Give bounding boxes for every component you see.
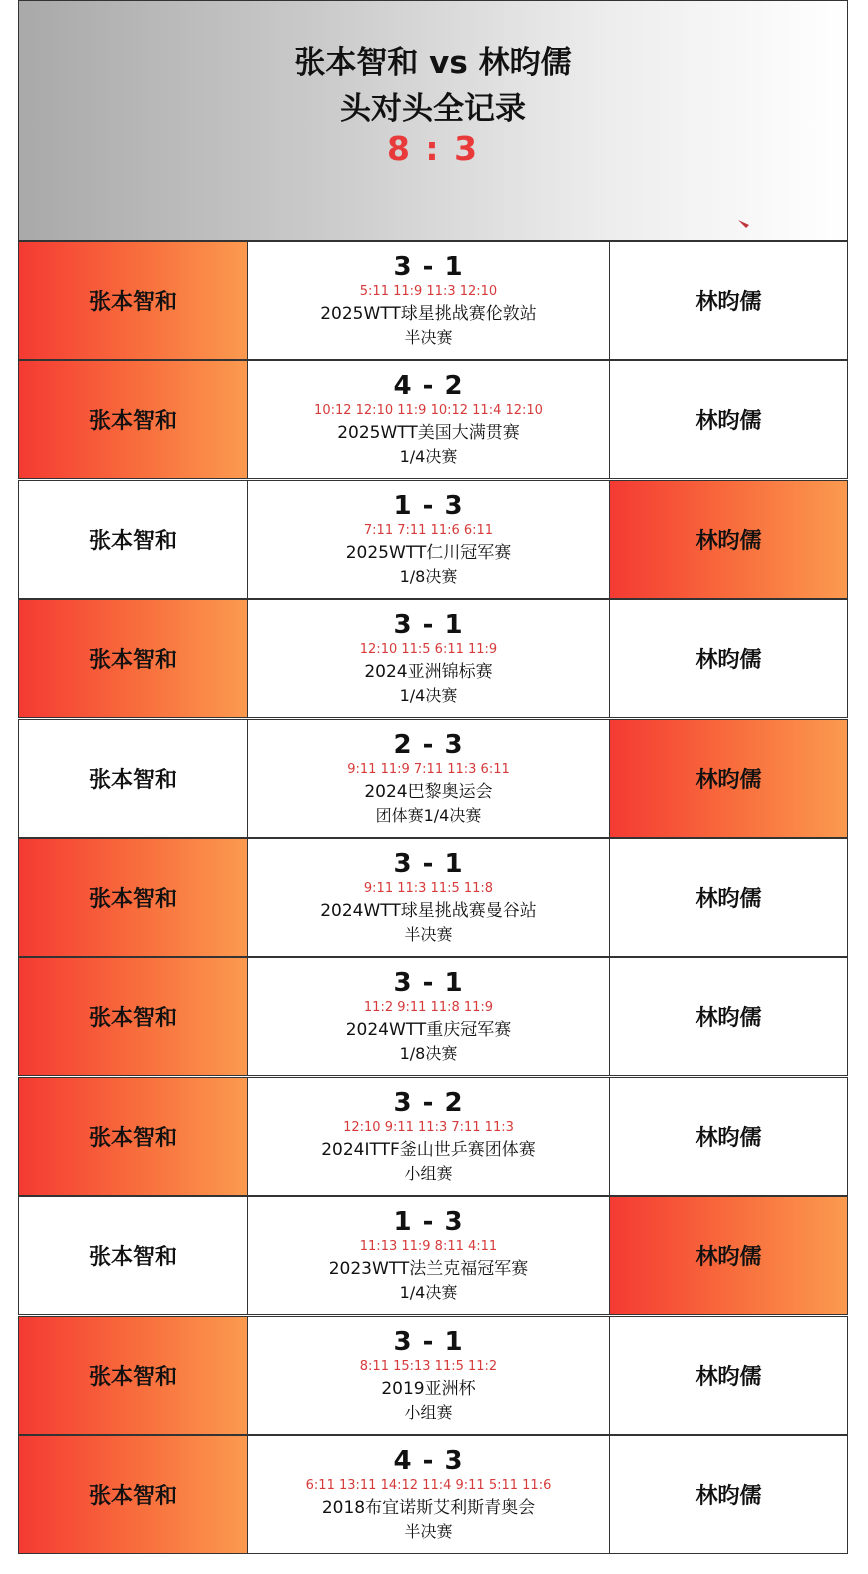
game-scores: 5:11 11:9 11:3 12:10 xyxy=(359,284,498,299)
right-player-cell xyxy=(610,600,847,717)
match-result: 3 - 1 xyxy=(393,1326,464,1357)
right-player-name: 林昀儒 xyxy=(695,409,762,435)
right-player-cell xyxy=(610,720,847,837)
match-row xyxy=(18,241,848,360)
left-player-cell xyxy=(19,958,248,1075)
match-result: 1 - 3 xyxy=(393,1207,464,1238)
match-stage: 1/8决赛 xyxy=(399,1044,458,1064)
match-detail-cell xyxy=(248,361,610,478)
match-stage: 半决赛 xyxy=(404,925,453,944)
left-player-cell xyxy=(19,600,248,717)
game-scores: 10:12 12:10 11:9 10:12 11:4 12:10 xyxy=(314,403,543,419)
right-player-cell xyxy=(610,242,847,359)
right-player-cell xyxy=(610,958,847,1075)
match-row xyxy=(18,599,848,718)
match-detail-cell xyxy=(248,1078,610,1195)
left-player-cell xyxy=(19,1436,248,1553)
match-stage: 1/4决赛 xyxy=(399,447,458,467)
right-player-name: 林昀儒 xyxy=(695,528,762,554)
match-result: 3 - 2 xyxy=(393,1087,464,1118)
right-player-cell xyxy=(610,839,847,956)
game-scores: 9:11 11:9 7:11 11:3 6:11 xyxy=(347,761,510,777)
game-scores: 8:11 15:13 11:5 11:2 xyxy=(359,1358,498,1374)
match-stage: 半决赛 xyxy=(404,328,453,347)
match-row xyxy=(18,1196,848,1315)
left-player-name: 张本智和 xyxy=(88,1364,177,1390)
left-player-name: 张本智和 xyxy=(88,1006,177,1032)
game-scores: 11:13 11:9 8:11 4:11 xyxy=(359,1239,498,1255)
left-player-name: 张本智和 xyxy=(88,290,177,315)
match-result: 3 - 1 xyxy=(393,849,464,879)
match-detail-cell xyxy=(248,720,610,837)
match-stage: 小组赛 xyxy=(404,1163,453,1183)
right-player-name: 林昀儒 xyxy=(695,1245,762,1271)
match-stage: 1/4决赛 xyxy=(399,686,458,706)
match-detail-cell xyxy=(248,1436,610,1553)
left-player-cell xyxy=(19,839,248,956)
event-name: 2024WTT重庆冠军赛 xyxy=(345,1020,512,1041)
match-row xyxy=(18,480,848,599)
right-player-cell xyxy=(610,1197,847,1314)
left-player-name: 张本智和 xyxy=(88,767,177,793)
right-player-name: 林昀儒 xyxy=(695,1364,762,1390)
match-row xyxy=(18,360,848,479)
header-panel xyxy=(18,0,848,241)
page-subtitle: 头对头全记录 xyxy=(340,91,526,127)
match-result: 1 - 3 xyxy=(393,490,464,521)
match-detail-cell xyxy=(248,481,610,598)
event-name: 2024WTT球星挑战赛曼谷站 xyxy=(320,901,537,921)
left-player-cell xyxy=(19,1078,248,1195)
match-row xyxy=(18,957,848,1076)
match-row xyxy=(18,1077,848,1196)
right-player-cell xyxy=(610,1317,847,1434)
left-player-cell xyxy=(19,242,248,359)
match-result: 4 - 3 xyxy=(393,1446,464,1476)
game-scores: 7:11 7:11 11:6 6:11 xyxy=(363,522,494,538)
match-stage: 团体赛1/4决赛 xyxy=(375,805,482,825)
page-title: 张本智和 vs 林昀儒 xyxy=(294,45,572,81)
left-player-name: 张本智和 xyxy=(88,648,177,674)
right-player-name: 林昀儒 xyxy=(695,887,762,912)
event-name: 2018布宜诺斯艾利斯青奥会 xyxy=(321,1498,536,1518)
right-player-cell xyxy=(610,1078,847,1195)
event-name: 2023WTT法兰克福冠军赛 xyxy=(328,1259,529,1280)
left-player-cell xyxy=(19,1317,248,1434)
left-player-name: 张本智和 xyxy=(88,409,177,435)
left-player-name: 张本智和 xyxy=(88,528,177,554)
game-scores: 12:10 11:5 6:11 11:9 xyxy=(359,642,498,658)
match-detail-cell xyxy=(248,242,610,359)
right-player-cell xyxy=(610,1436,847,1553)
left-player-cell xyxy=(19,720,248,837)
event-name: 2025WTT美国大满贯赛 xyxy=(337,423,520,444)
right-player-name: 林昀儒 xyxy=(695,290,762,315)
match-result: 3 - 1 xyxy=(393,252,464,282)
event-name: 2024ITTF釜山世乒赛团体赛 xyxy=(321,1139,536,1160)
left-player-cell xyxy=(19,481,248,598)
match-detail-cell xyxy=(248,958,610,1075)
match-stage: 小组赛 xyxy=(404,1402,453,1422)
match-stage: 1/4决赛 xyxy=(399,1283,458,1303)
match-result: 4 - 2 xyxy=(393,371,464,402)
match-row xyxy=(18,719,848,838)
match-row xyxy=(18,1316,848,1435)
right-player-name: 林昀儒 xyxy=(695,1125,762,1151)
match-result: 2 - 3 xyxy=(393,729,464,760)
left-player-name: 张本智和 xyxy=(88,1484,177,1509)
match-detail-cell xyxy=(248,600,610,717)
event-name: 2025WTT仁川冠军赛 xyxy=(345,542,512,563)
decorative-mark-icon xyxy=(737,219,751,229)
right-player-name: 林昀儒 xyxy=(695,767,762,793)
right-player-cell xyxy=(610,481,847,598)
right-player-name: 林昀儒 xyxy=(695,1006,762,1032)
match-detail-cell xyxy=(248,1197,610,1314)
game-scores: 6:11 13:11 14:12 11:4 9:11 5:11 11:6 xyxy=(305,1478,552,1493)
overall-score: 8 : 3 xyxy=(386,129,480,168)
match-result: 3 - 1 xyxy=(393,610,464,641)
left-player-cell xyxy=(19,1197,248,1314)
match-stage: 半决赛 xyxy=(404,1522,453,1541)
event-name: 2025WTT球星挑战赛伦敦站 xyxy=(320,304,537,324)
game-scores: 9:11 11:3 11:5 11:8 xyxy=(363,881,494,896)
right-player-name: 林昀儒 xyxy=(695,648,762,674)
match-row xyxy=(18,838,848,957)
game-scores: 11:2 9:11 11:8 11:9 xyxy=(363,1000,494,1016)
right-player-cell xyxy=(610,361,847,478)
match-row xyxy=(18,1435,848,1554)
match-detail-cell xyxy=(248,839,610,956)
match-stage: 1/8决赛 xyxy=(399,566,458,586)
left-player-name: 张本智和 xyxy=(88,1245,177,1271)
match-detail-cell xyxy=(248,1317,610,1434)
event-name: 2024巴黎奥运会 xyxy=(364,781,493,802)
game-scores: 12:10 9:11 11:3 7:11 11:3 xyxy=(343,1119,514,1135)
match-result: 3 - 1 xyxy=(393,968,464,999)
left-player-name: 张本智和 xyxy=(88,887,177,912)
event-name: 2019亚洲杯 xyxy=(381,1378,476,1399)
head-to-head-card xyxy=(18,0,848,1555)
left-player-name: 张本智和 xyxy=(88,1125,177,1151)
left-player-cell xyxy=(19,361,248,478)
right-player-name: 林昀儒 xyxy=(695,1484,762,1509)
event-name: 2024亚洲锦标赛 xyxy=(364,662,493,683)
